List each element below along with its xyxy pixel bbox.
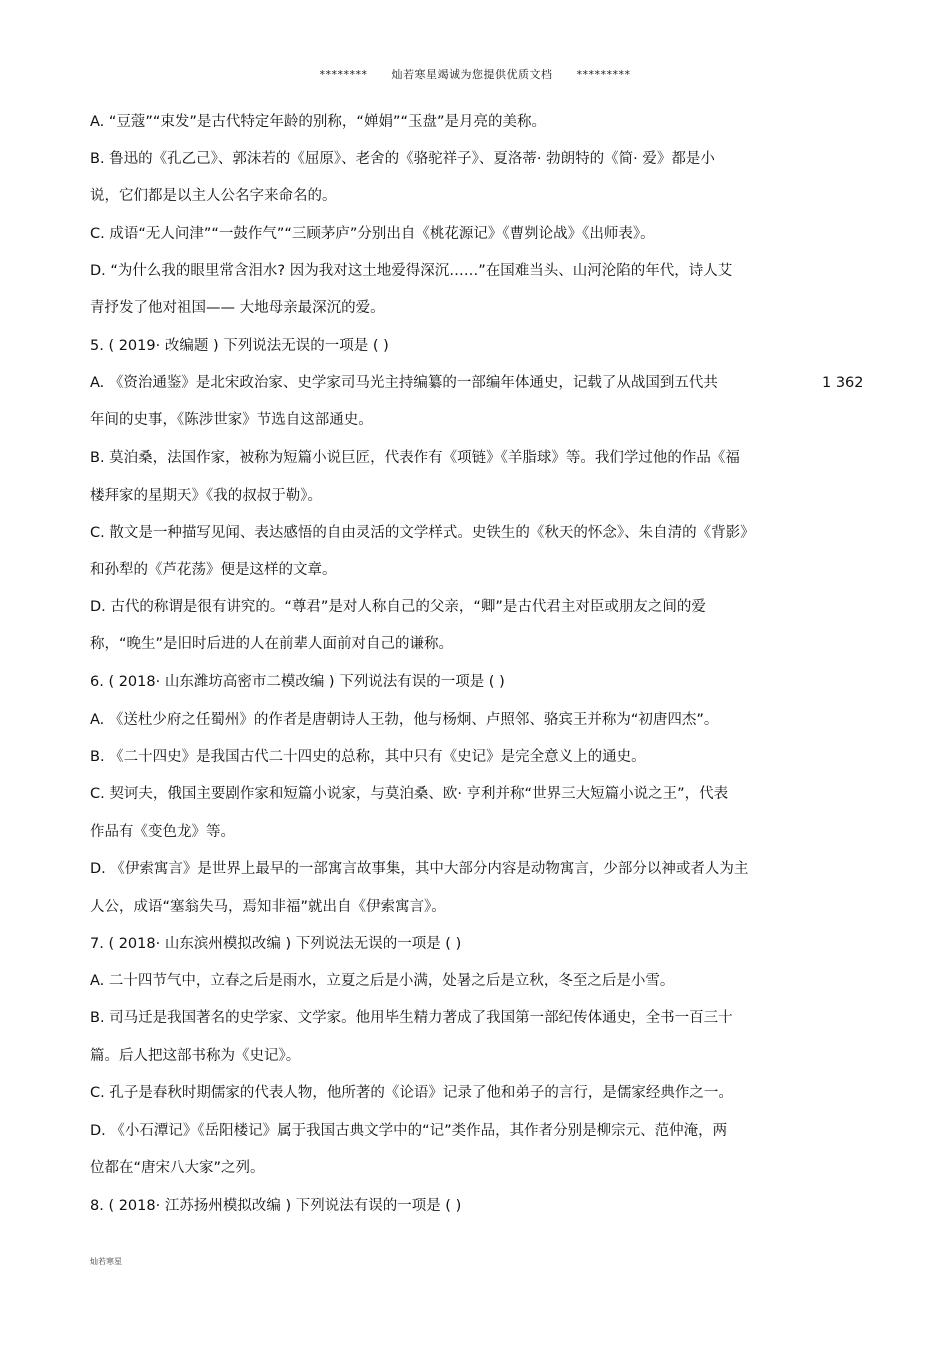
text-line: A. 《送杜少府之任蜀州》的作者是唐朝诗人王勃，他与杨炯、卢照邻、骆宾王并称为“初唐四杰”。 [90,712,719,728]
text-line: 位都在“唐宋八大家”之列。 [90,1160,265,1176]
text-line: B. 《二十四史》是我国古代二十四史的总称，其中只有《史记》是完全意义上的通史。 [90,749,646,765]
text-line: 年间的史事，《陈涉世家》节选自这部通史。 [90,412,373,428]
text-line: C. 成语“无人问津”“一鼓作气”“三顾茅庐”分别出自《桃花源记》《曹刿论战》《出师表》。 [90,226,655,242]
header-stars-right: ********* [576,68,631,81]
text-line: 人公，成语“塞翁失马，焉知非福”就出自《伊索寓言》。 [90,899,446,915]
page-footer: 灿若寒星 [90,1257,122,1266]
text-line: 楼拜家的星期天》《我的叔叔于勒》。 [90,488,322,504]
text-line: C. 孔子是春秋时期儒家的代表人物，他所著的《论语》记录了他和弟子的言行，是儒家经典作之一。 [90,1085,733,1101]
text-line: 称，“晚生”是旧时后进的人在前辈人面前对自己的谦称。 [90,636,454,652]
text-line: A. 《资治通鉴》是北宋政治家、史学家司马光主持编纂的一部编年体通史，记载了从战国到五代共 [90,375,718,391]
text-line: C. 散文是一种描写见闻、表达感悟的自由灵活的文学样式。史铁生的《秋天的怀念》、朱自清的《背影》 [90,525,755,541]
text-line: A. “豆蔻”“束发”是古代特定年龄的别称，“婵娟”“玉盘”是月亮的美称。 [90,114,546,130]
text-line: D. “为什么我的眼里常含泪水? 因为我对这土地爱得深沉……”在国难当头、山河沦陷的年代，诗人艾 [90,263,733,279]
text-line: 说，它们都是以主人公名字来命名的。 [90,188,337,204]
text-line: C. 契诃夫，俄国主要剧作家和短篇小说家，与莫泊桑、欧· 亨利并称“世界三大短篇小说之王”，代表 [90,786,729,802]
question-heading: 7. ( 2018· 山东滨州模拟改编 ) 下列说法无误的一项是 ( ) [90,936,462,952]
page-header [0,66,950,82]
text-line: 作品有《变色龙》等。 [90,824,235,840]
margin-number: 1 362 [822,375,864,391]
text-line: B. 司马迁是我国著名的史学家、文学家。他用毕生精力著成了我国第一部纪传体通史，全书一百三十 [90,1010,733,1026]
header-text: 灿若寒星竭诚为您提供优质文档 [391,68,553,81]
text-line: D. 《伊索寓言》是世界上最早的一部寓言故事集，其中大部分内容是动物寓言，少部分以神或者人为主 [90,861,749,877]
text-line: B. 鲁迅的《孔乙己》、郭沫若的《屈原》、老舍的《骆驼祥子》、夏洛蒂· 勃朗特的《简· 爱》都是小 [90,151,715,167]
question-heading: 8. ( 2018· 江苏扬州模拟改编 ) 下列说法有误的一项是 ( ) [90,1198,462,1214]
text-line: D. 《小石潭记》《岳阳楼记》属于我国古典文学中的“记”类作品，其作者分别是柳宗元、范仲淹，两 [90,1123,728,1139]
text-line: 青抒发了他对祖国—— 大地母亲最深沉的爱。 [90,300,385,316]
text-line: A. 二十四节气中，立春之后是雨水，立夏之后是小满，处暑之后是立秋，冬至之后是小雪。 [90,973,675,989]
text-line: B. 莫泊桑，法国作家，被称为短篇小说巨匠，代表作有《项链》《羊脂球》等。我们学过他的作品《福 [90,450,740,466]
question-heading: 6. ( 2018· 山东潍坊高密市二模改编 ) 下列说法有误的一项是 ( ) [90,674,505,690]
text-line: D. 古代的称谓是很有讲究的。“尊君”是对人称自己的父亲，“卿”是古代君主对臣或朋友之间的爱 [90,599,706,615]
text-line: 篇。后人把这部书称为《史记》。 [90,1048,301,1064]
question-heading: 5. ( 2019· 改编题 ) 下列说法无误的一项是 ( ) [90,338,389,354]
text-line: 和孙犁的《芦花荡》便是这样的文章。 [90,562,337,578]
header-stars-left: ******** [319,68,368,81]
